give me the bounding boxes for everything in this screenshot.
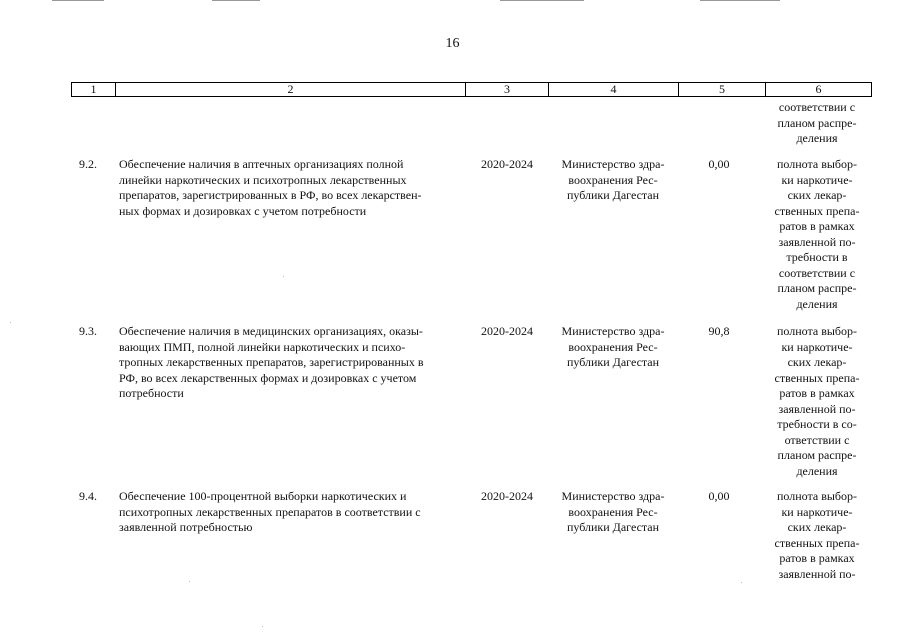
expected-result (766, 157, 868, 312)
text-line: РФ, во всех лекарственных формах и дозировках с учетом (119, 370, 417, 385)
scan-rule (52, 0, 104, 1)
text-line: ских лекар- (787, 188, 847, 202)
text-line: публики Дагестан (566, 520, 660, 534)
text-line: тропных лекарственных препаратов, зарегистрированных в (119, 355, 424, 369)
scan-speck (283, 276, 284, 277)
text-line: ных формах и дозировках с учетом потребности (119, 203, 367, 218)
amount: 0,00 (708, 157, 730, 171)
text-line: полнота выбор- (776, 489, 858, 503)
scan-rule (700, 0, 780, 1)
scan-speck (189, 581, 190, 582)
text-line: ки наркотиче- (781, 172, 853, 187)
header-col-1: 1 (72, 83, 116, 97)
header-col-3: 3 (466, 83, 549, 97)
text-line: психотропных лекарственных препаратов в соответствии с (119, 504, 421, 519)
text-line: заявленной по- (778, 234, 856, 249)
text-line: ки наркотиче- (781, 339, 853, 354)
expected-result (766, 324, 868, 479)
text-line: полнота выбор- (776, 324, 858, 338)
text-line: воохранения Рес- (568, 504, 658, 519)
text-line: Министерство здра- (561, 157, 665, 171)
amount: 0,00 (708, 489, 730, 503)
text-line: полнота выбор- (776, 157, 858, 171)
table-header (71, 82, 872, 97)
text-line: планом распре- (777, 281, 857, 295)
period: 2020-2024 (481, 324, 533, 338)
text-line: деления (796, 463, 838, 478)
measure-name (119, 324, 459, 402)
text-line: ственных препа- (774, 535, 860, 550)
text-line: ских лекар- (787, 520, 847, 534)
page-number: 16 (445, 36, 460, 51)
row-number: 9.4. (79, 489, 97, 503)
text-line: Обеспечение 100-процентной выборки наркотических и (119, 489, 407, 503)
text-line: деления (796, 131, 838, 145)
text-line: воохранения Рес- (568, 339, 658, 354)
scan-speck (262, 626, 263, 627)
header-row (72, 83, 872, 97)
text-line: деления (796, 296, 838, 311)
text-line: требности в (786, 250, 848, 264)
row-number: 9.3. (79, 324, 97, 338)
header-col-6: 6 (766, 83, 872, 97)
text-line: Обеспечение наличия в медицинских организациях, оказы- (119, 324, 423, 338)
text-line: Министерство здра- (561, 489, 665, 503)
text-line: соответствии с (778, 265, 856, 280)
text-line: ратов в рамках (779, 551, 855, 565)
text-line: Министерство здра- (561, 324, 665, 338)
continuation-result (766, 100, 868, 147)
header-col-5: 5 (679, 83, 766, 97)
text-line: заявленной по- (778, 566, 856, 581)
amount: 90,8 (708, 324, 730, 338)
text-line: публики Дагестан (566, 188, 660, 202)
responsible (553, 489, 673, 536)
row-number: 9.2. (79, 157, 97, 171)
measure-name (119, 489, 459, 536)
period: 2020-2024 (481, 489, 533, 503)
measure-name (119, 157, 459, 219)
scan-rule (500, 0, 584, 1)
text-line: требности в со- (777, 417, 857, 431)
responsible (553, 324, 673, 371)
text-line: заявленной потребностью (119, 520, 253, 534)
text-line: ответствии с (784, 432, 850, 447)
text-line: планом распре- (777, 448, 857, 462)
text-line: вающих ПМП, полной линейки наркотических и психо- (119, 339, 406, 354)
text-line: Обеспечение наличия в аптечных организациях полной (119, 157, 404, 171)
text-line: соответствии с (778, 100, 856, 114)
scan-rule (212, 0, 260, 1)
text-line: воохранения Рес- (568, 172, 658, 187)
text-line: ских лекар- (787, 355, 847, 369)
text-line: ки наркотиче- (781, 504, 853, 519)
text-line: планом распре- (777, 115, 857, 130)
text-line: заявленной по- (778, 401, 856, 416)
expected-result (766, 489, 868, 582)
header-col-2: 2 (116, 83, 466, 97)
text-line: ственных препа- (774, 370, 860, 385)
text-line: ратов в рамках (779, 219, 855, 233)
text-line: препаратов, зарегистрированных в РФ, во всех лекарствен- (119, 188, 422, 202)
text-line: линейки наркотических и психотропных лекарственных (119, 172, 407, 187)
text-line: потребности (119, 386, 184, 400)
text-line: ратов в рамках (779, 386, 855, 400)
responsible (553, 157, 673, 204)
scan-speck (741, 582, 742, 583)
scan-speck (10, 322, 11, 323)
text-line: публики Дагестан (566, 355, 660, 369)
period: 2020-2024 (481, 157, 533, 171)
text-line: ственных препа- (774, 203, 860, 218)
header-col-4: 4 (549, 83, 679, 97)
